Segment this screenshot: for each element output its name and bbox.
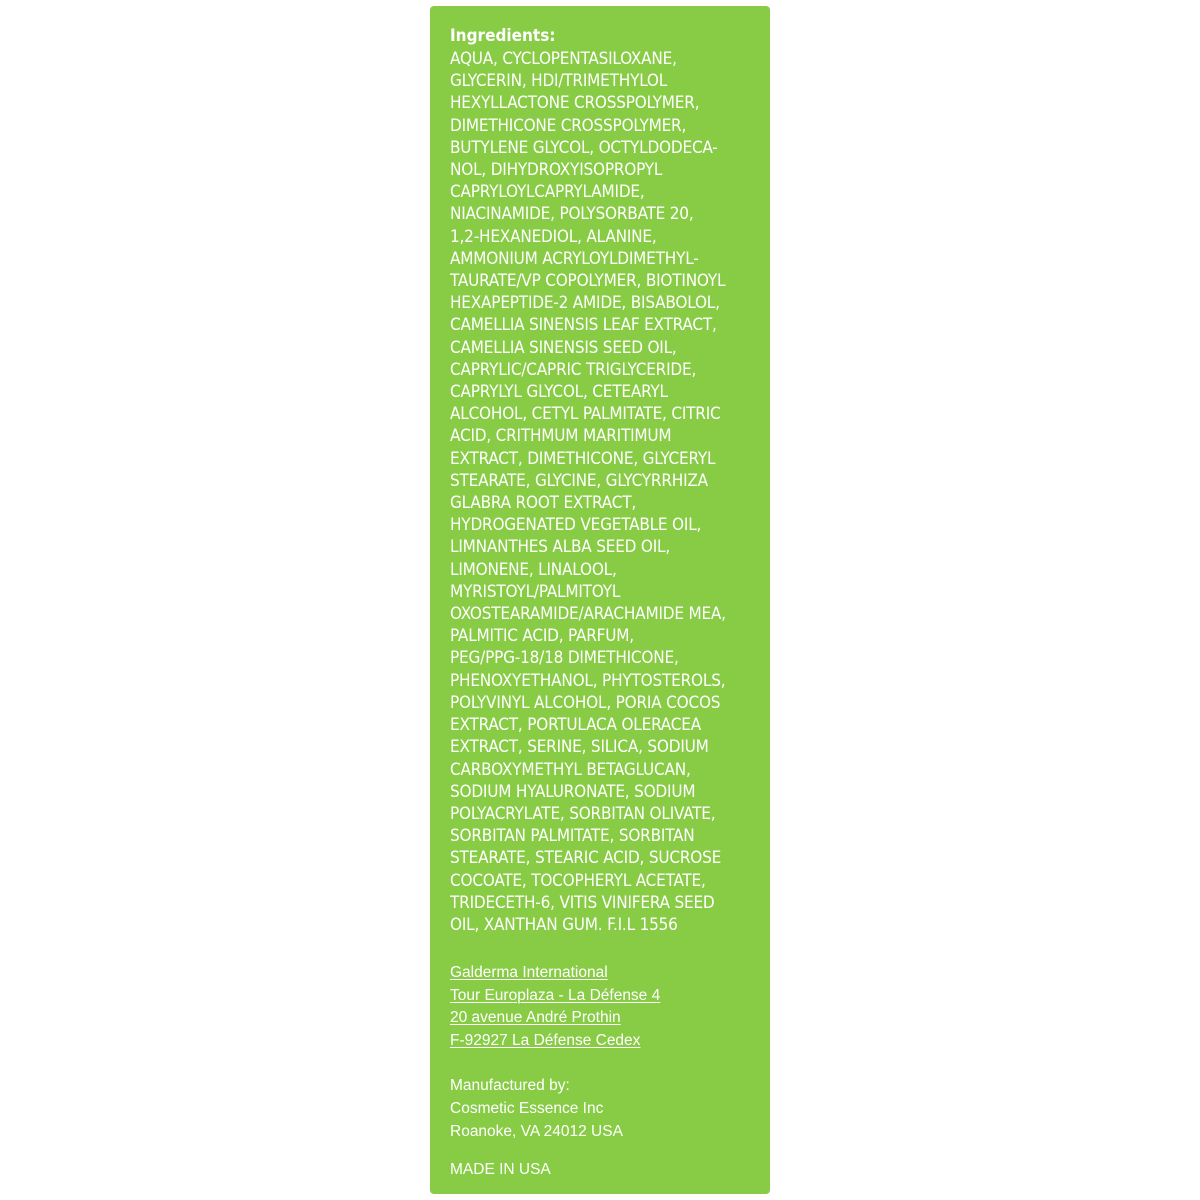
ingredient-line: CAPRYLYL GLYCOL, CETEARYL <box>450 382 668 403</box>
ingredient-line: TAURATE/VP COPOLYMER, BIOTINOYL <box>450 271 726 292</box>
address-line: Tour Europlaza - La Défense 4 <box>450 986 661 1004</box>
ingredient-line: CAMELLIA SINENSIS SEED OIL, <box>450 337 677 358</box>
ingredients-heading: Ingredients: <box>450 26 556 46</box>
ingredient-line: PHENOXYETHANOL, PHYTOSTEROLS, <box>450 670 726 691</box>
manufacturer-line: Cosmetic Essence Inc <box>450 1100 604 1117</box>
ingredient-line: STEARATE, GLYCINE, GLYCYRRHIZA <box>450 470 708 491</box>
ingredient-line: AMMONIUM ACRYLOYLDIMETHYL- <box>450 248 699 269</box>
ingredient-line: EXTRACT, PORTULACA OLERACEA <box>450 715 701 736</box>
ingredient-line: NIACINAMIDE, POLYSORBATE 20, <box>450 204 694 225</box>
ingredient-line: PEG/PPG-18/18 DIMETHICONE, <box>450 648 679 669</box>
manufacturer-line: Roanoke, VA 24012 USA <box>450 1123 623 1140</box>
ingredient-line: SORBITAN PALMITATE, SORBITAN <box>450 826 695 847</box>
ingredient-line: AQUA, CYCLOPENTASILOXANE, <box>450 49 677 69</box>
ingredient-line: PALMITIC ACID, PARFUM, <box>450 626 634 647</box>
ingredient-line: MYRISTOYL/PALMITOYL <box>450 581 621 602</box>
ingredient-line: HYDROGENATED VEGETABLE OIL, <box>450 515 702 536</box>
ingredient-line: COCOATE, TOCOPHERYL ACETATE, <box>450 870 706 891</box>
ingredient-line: CAPRYLOYLCAPRYLAMIDE, <box>450 182 645 203</box>
ingredient-line: POLYVINYL ALCOHOL, PORIA COCOS <box>450 692 721 713</box>
ingredient-line: LIMONENE, LINALOOL, <box>450 559 617 580</box>
ingredients-list <box>450 48 754 936</box>
distributor-address <box>450 962 660 1052</box>
manufacturer-line: Manufactured by: <box>450 1077 570 1094</box>
ingredient-line: TRIDECETH-6, VITIS VINIFERA SEED <box>450 892 715 913</box>
ingredient-line: LIMNANTHES ALBA SEED OIL, <box>450 537 671 558</box>
ingredient-line: HEXAPEPTIDE-2 AMIDE, BISABOLOL, <box>450 293 720 314</box>
ingredient-line: EXTRACT, SERINE, SILICA, SODIUM <box>450 737 709 758</box>
made-in-label: MADE IN USA <box>450 1161 551 1178</box>
manufacturer-info <box>450 1074 623 1143</box>
ingredient-line: ACID, CRITHMUM MARITIMUM <box>450 426 672 447</box>
ingredient-line: GLABRA ROOT EXTRACT, <box>450 493 637 514</box>
ingredient-line: CAPRYLIC/CAPRIC TRIGLYCERIDE, <box>450 359 697 380</box>
ingredients-label-panel <box>430 6 770 1194</box>
ingredient-line: SODIUM HYALURONATE, SODIUM <box>450 781 696 802</box>
ingredient-line: 1,2-HEXANEDIOL, ALANINE, <box>450 226 657 247</box>
address-line: Galderma International <box>450 964 608 981</box>
ingredient-line: POLYACRYLATE, SORBITAN OLIVATE, <box>450 803 716 824</box>
ingredient-line: ALCOHOL, CETYL PALMITATE, CITRIC <box>450 404 721 425</box>
ingredient-line: DIMETHICONE CROSSPOLYMER, <box>450 115 687 136</box>
ingredient-line: BUTYLENE GLYCOL, OCTYLDODECA- <box>450 137 718 158</box>
ingredient-line: OXOSTEARAMIDE/ARACHAMIDE MEA, <box>450 604 726 625</box>
address-line: F-92927 La Défense Cedex <box>450 1031 641 1049</box>
ingredient-line: STEARATE, STEARIC ACID, SUCROSE <box>450 848 722 869</box>
ingredient-line: GLYCERIN, HDI/TRIMETHYLOL <box>450 71 668 92</box>
ingredient-line: OIL, XANTHAN GUM. F.I.L 1556 <box>450 914 678 935</box>
ingredient-line: NOL, DIHYDROXYISOPROPYL <box>450 160 663 181</box>
ingredient-line: HEXYLLACTONE CROSSPOLYMER, <box>450 93 700 114</box>
ingredient-line: CARBOXYMETHYL BETAGLUCAN, <box>450 759 691 780</box>
ingredient-line: EXTRACT, DIMETHICONE, GLYCERYL <box>450 448 716 469</box>
address-line: 20 avenue André Prothin <box>450 1009 621 1026</box>
ingredient-line: CAMELLIA SINENSIS LEAF EXTRACT, <box>450 315 717 336</box>
